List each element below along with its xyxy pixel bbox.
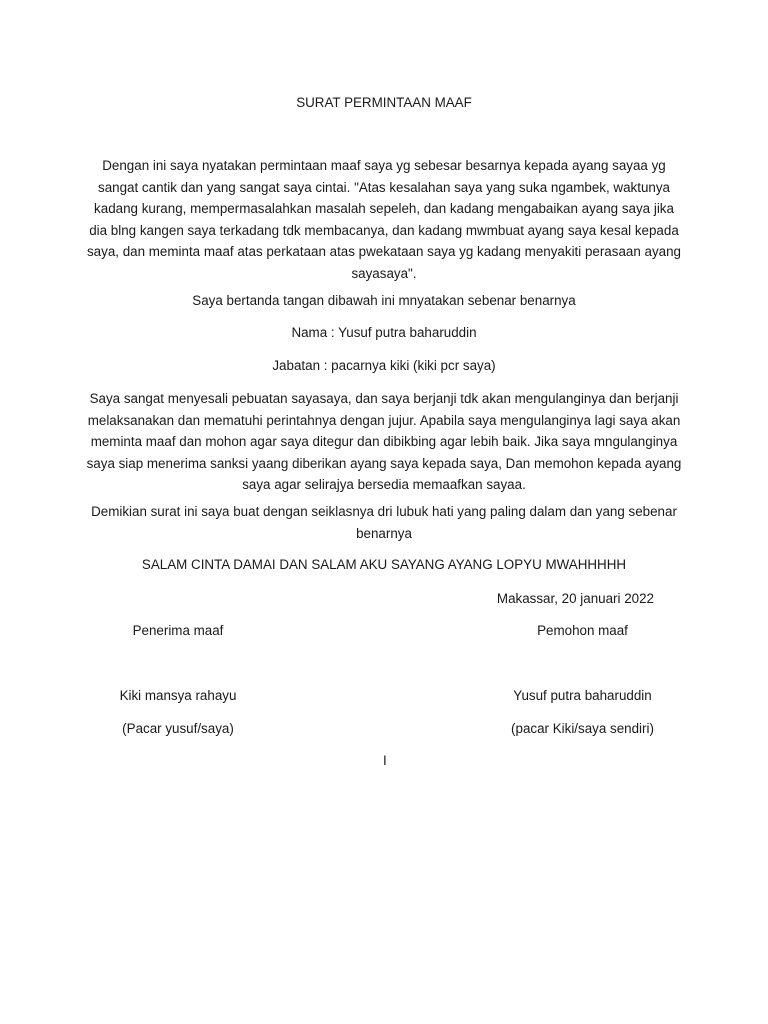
salutation-line: SALAM CINTA DAMAI DAN SALAM AKU SAYANG AYANG LOPYU MWAHHHHH bbox=[141, 557, 627, 572]
trailing-mark: I bbox=[383, 753, 387, 768]
name-line: Nama : Yusuf putra baharuddin bbox=[291, 325, 477, 340]
letter-title: SURAT PERMINTAAN MAAF bbox=[296, 95, 472, 110]
declaration-line: Saya bertanda tangan dibawah ini mnyatakan sebenar benarnya bbox=[192, 293, 576, 308]
applicant-name: Yusuf putra baharuddin bbox=[513, 688, 652, 703]
opening-paragraph: Dengan ini saya nyatakan permintaan maaf saya yg sebesar besarnya kepada ayang sayaa yg sangat cantik dan yang sangat saya cintai. "Atas kesalahan saya yang suka ngambek, waktunya kadang kurang, mempermasalahkan masalah sepeleh, dan kadang mengabaikan ayang saya jika dia blng kangen saya terkadang tdk membacanya, dan kadang mwmbuat ayang saya kesal kepada saya, dan meminta maaf atas perkataan atas pwekataan saya yg kadang menyakiti perasaan ayang sayasaya". bbox=[86, 158, 681, 281]
recipient-relation: (Pacar yusuf/saya) bbox=[122, 721, 234, 736]
recipient-role: Penerima maaf bbox=[132, 623, 224, 638]
applicant-role: Pemohon maaf bbox=[537, 623, 628, 638]
promise-paragraph: Saya sangat menyesali pebuatan sayasaya, dan saya berjanji tdk akan mengulanginya dan berjanji melaksanakan dan mematuhi perintahnya dengan jujur. Apabila saya mengulanginya lagi saya akan meminta maaf dan mohon agar saya ditegur dan dibikbing agar lebih baik. Jika saya mngulanginya saya siap menerima sanksi yaang diberikan ayang saya kepada saya, Dan memohon kepada ayang saya agar selirajya bersedia memaafkan sayaa. bbox=[86, 391, 682, 493]
place-date: Makassar, 20 januari 2022 bbox=[496, 591, 654, 606]
applicant-relation: (pacar Kiki/saya sendiri) bbox=[511, 721, 654, 736]
recipient-name: Kiki mansya rahayu bbox=[119, 688, 237, 703]
closing-paragraph: Demikian surat ini saya buat dengan seiklasnya dri lubuk hati yang paling dalam dan yang sebenar benarnya bbox=[91, 504, 677, 541]
position-line: Jabatan : pacarnya kiki (kiki pcr saya) bbox=[272, 358, 496, 373]
